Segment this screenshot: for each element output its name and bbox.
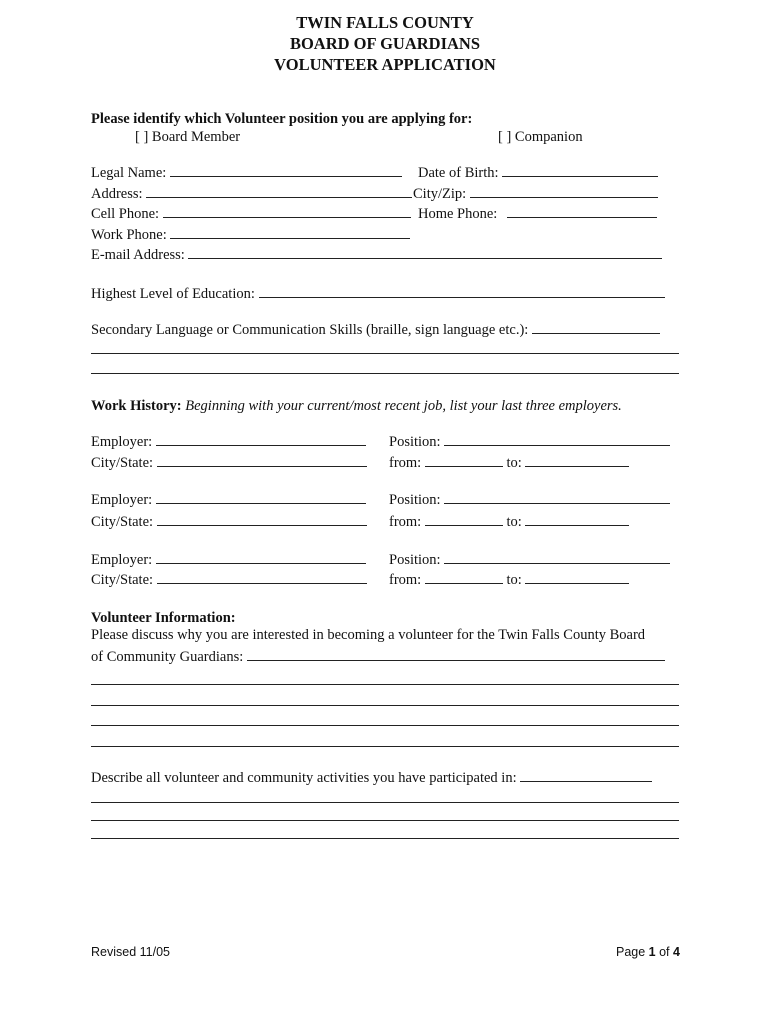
from-label: from: <box>389 455 422 471</box>
page-of: of <box>655 945 673 959</box>
city-zip-field[interactable] <box>413 184 658 203</box>
employer-1-blank[interactable] <box>156 432 366 446</box>
volunteer-reason-line-2[interactable] <box>91 705 679 706</box>
city-state-label: City/State: <box>91 455 154 471</box>
position-3-field[interactable] <box>389 550 670 569</box>
home-phone-label: Home Phone: <box>418 206 498 222</box>
volunteer-reason-line-3[interactable] <box>91 725 679 726</box>
page-prefix: Page <box>616 945 649 959</box>
volunteer-question-line2: of Community Guardians: <box>91 649 244 665</box>
home-phone-blank[interactable] <box>507 204 657 218</box>
position-2-field[interactable] <box>389 490 670 509</box>
email-field[interactable] <box>91 245 662 264</box>
city-state-label: City/State: <box>91 514 154 530</box>
position-question: Please identify which Volunteer position you are applying for: <box>91 111 473 127</box>
dates-1-field[interactable] <box>389 453 629 472</box>
employer-label: Employer: <box>91 492 153 508</box>
from-label: from: <box>389 572 422 588</box>
education-label: Highest Level of Education: <box>91 286 255 302</box>
city-state-3-field[interactable] <box>91 570 367 589</box>
from-2-blank[interactable] <box>425 512 503 526</box>
legal-name-label: Legal Name: <box>91 165 167 181</box>
to-label: to: <box>506 514 522 530</box>
employer-label: Employer: <box>91 552 153 568</box>
work-history-heading: Work History: <box>91 398 182 414</box>
from-1-blank[interactable] <box>425 453 503 467</box>
activities-field[interactable] <box>91 768 652 787</box>
to-label: to: <box>506 455 522 471</box>
language-line-2[interactable] <box>91 373 679 374</box>
employer-label: Employer: <box>91 434 153 450</box>
language-field[interactable] <box>91 320 660 339</box>
activities-line-2[interactable] <box>91 820 679 821</box>
position-label: Position: <box>389 552 441 568</box>
page-number <box>616 944 680 960</box>
dates-2-field[interactable] <box>389 512 629 531</box>
from-label: from: <box>389 514 422 530</box>
address-label: Address: <box>91 186 143 202</box>
work-phone-field[interactable] <box>91 225 410 244</box>
education-field[interactable] <box>91 284 665 303</box>
to-2-blank[interactable] <box>525 512 629 526</box>
language-line-1[interactable] <box>91 353 679 354</box>
to-1-blank[interactable] <box>525 453 629 467</box>
email-label: E-mail Address: <box>91 247 185 263</box>
dob-field[interactable] <box>418 163 658 182</box>
dob-blank[interactable] <box>502 163 658 177</box>
activities-label: Describe all volunteer and community activities you have participated in: <box>91 770 517 786</box>
employer-3-blank[interactable] <box>156 550 366 564</box>
page-current: 1 <box>648 945 656 959</box>
position-label: Position: <box>389 434 441 450</box>
title-board: BOARD OF GUARDIANS <box>289 34 481 53</box>
to-label: to: <box>506 572 522 588</box>
city-state-3-blank[interactable] <box>157 570 367 584</box>
city-state-1-field[interactable] <box>91 453 367 472</box>
from-3-blank[interactable] <box>425 570 503 584</box>
education-blank[interactable] <box>259 284 665 298</box>
volunteer-question-line2-field[interactable] <box>91 647 665 666</box>
city-state-2-blank[interactable] <box>157 512 367 526</box>
city-state-1-blank[interactable] <box>157 453 367 467</box>
city-state-2-field[interactable] <box>91 512 367 531</box>
page-total: 4 <box>673 945 680 959</box>
activities-line-1[interactable] <box>91 802 679 803</box>
language-label: Secondary Language or Communication Skills (braille, sign language etc.): <box>91 322 529 338</box>
legal-name-field[interactable] <box>91 163 402 182</box>
cell-phone-label: Cell Phone: <box>91 206 160 222</box>
title-application: VOLUNTEER APPLICATION <box>274 55 496 74</box>
legal-name-blank[interactable] <box>170 163 402 177</box>
email-blank[interactable] <box>188 245 662 259</box>
volunteer-reason-line-4[interactable] <box>91 746 679 747</box>
to-3-blank[interactable] <box>525 570 629 584</box>
work-history-instructions: Beginning with your current/most recent job, list your last three employers. <box>185 398 622 414</box>
work-phone-blank[interactable] <box>170 225 410 239</box>
employer-1-field[interactable] <box>91 432 366 451</box>
volunteer-reason-blank[interactable] <box>247 647 665 661</box>
volunteer-question-line1: Please discuss why you are interested in becoming a volunteer for the Twin Falls County Board <box>91 627 646 643</box>
position-3-blank[interactable] <box>444 550 670 564</box>
option-board-member[interactable]: [ ] Board Member <box>135 129 241 145</box>
employer-2-blank[interactable] <box>156 490 366 504</box>
activities-line-3[interactable] <box>91 838 679 839</box>
volunteer-heading: Volunteer Information: <box>91 610 236 626</box>
work-history-header <box>91 397 622 415</box>
cell-phone-field[interactable] <box>91 204 411 223</box>
position-2-blank[interactable] <box>444 490 670 504</box>
position-1-blank[interactable] <box>444 432 670 446</box>
option-companion[interactable]: [ ] Companion <box>498 129 583 145</box>
home-phone-field[interactable] <box>418 204 657 223</box>
language-blank[interactable] <box>532 320 660 334</box>
title-county: TWIN FALLS COUNTY <box>296 13 474 32</box>
revised-date: Revised 11/05 <box>91 945 170 959</box>
employer-2-field[interactable] <box>91 490 366 509</box>
position-1-field[interactable] <box>389 432 670 451</box>
volunteer-reason-line-1[interactable] <box>91 684 679 685</box>
city-zip-label: City/Zip: <box>413 186 467 202</box>
cell-phone-blank[interactable] <box>163 204 411 218</box>
dates-3-field[interactable] <box>389 570 629 589</box>
dob-label: Date of Birth: <box>418 165 499 181</box>
employer-3-field[interactable] <box>91 550 366 569</box>
work-phone-label: Work Phone: <box>91 227 167 243</box>
address-field[interactable] <box>91 184 412 203</box>
city-zip-blank[interactable] <box>470 184 658 198</box>
address-blank[interactable] <box>146 184 412 198</box>
city-state-label: City/State: <box>91 572 154 588</box>
activities-blank[interactable] <box>520 768 652 782</box>
position-label: Position: <box>389 492 441 508</box>
